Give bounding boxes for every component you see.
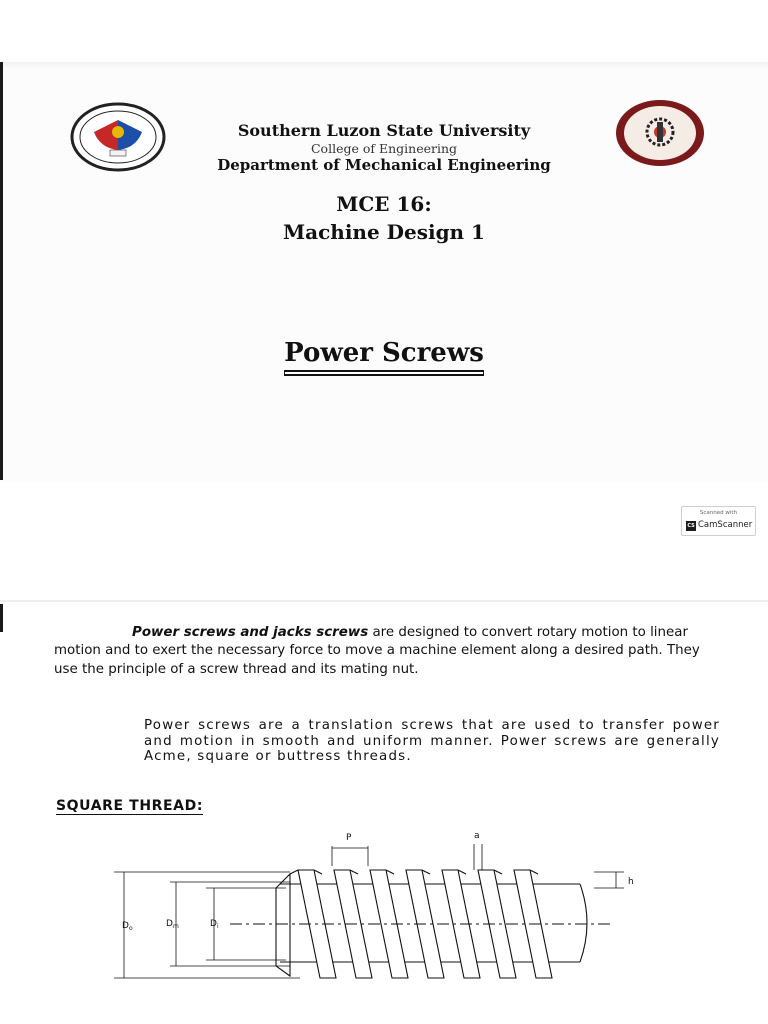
scanned-with-text: Scanned with <box>699 510 738 516</box>
intro-body-text: are designed to convert rotary motion to linear motion and to exert the necessary force to move a machine element along a desired path. They use the principle of a screw thread and its mating nut. <box>54 625 700 677</box>
a-label: a <box>474 831 480 841</box>
scan-edge-left <box>0 604 3 632</box>
college-name: College of Engineering <box>310 141 458 156</box>
camscanner-logo-icon: CS <box>687 523 695 529</box>
course-code: MCE 16: <box>336 192 432 216</box>
page-edge <box>0 62 768 68</box>
outer-diameter-label: $D_o$ <box>122 921 133 932</box>
camscanner-watermark <box>681 506 756 536</box>
pitch-label: P <box>346 833 352 843</box>
h-label: h <box>628 877 634 887</box>
inner-diameter-label: $D_i$ <box>210 919 219 930</box>
topic-title-text: Power Screws <box>284 338 484 372</box>
intro-paragraph <box>54 624 722 679</box>
square-thread-heading: SQUARE THREAD: <box>56 798 204 814</box>
course-name: Machine Design 1 <box>283 220 485 244</box>
department-name: Department of Mechanical Engineering <box>217 156 551 174</box>
square-thread-diagram <box>110 826 650 1002</box>
topic-title <box>0 338 768 368</box>
mean-diameter-label: $D_m$ <box>166 919 179 930</box>
intro-lead-text: Power screws and jacks screws <box>132 625 369 640</box>
university-name: Southern Luzon State University <box>237 121 531 140</box>
definition-paragraph: Power screws are a translation screws that are used to transfer power and motion in smooth and uniform manner. Power screws are generally Acme, square or buttress threads. <box>144 718 720 764</box>
camscanner-name: CamScanner <box>698 520 753 530</box>
